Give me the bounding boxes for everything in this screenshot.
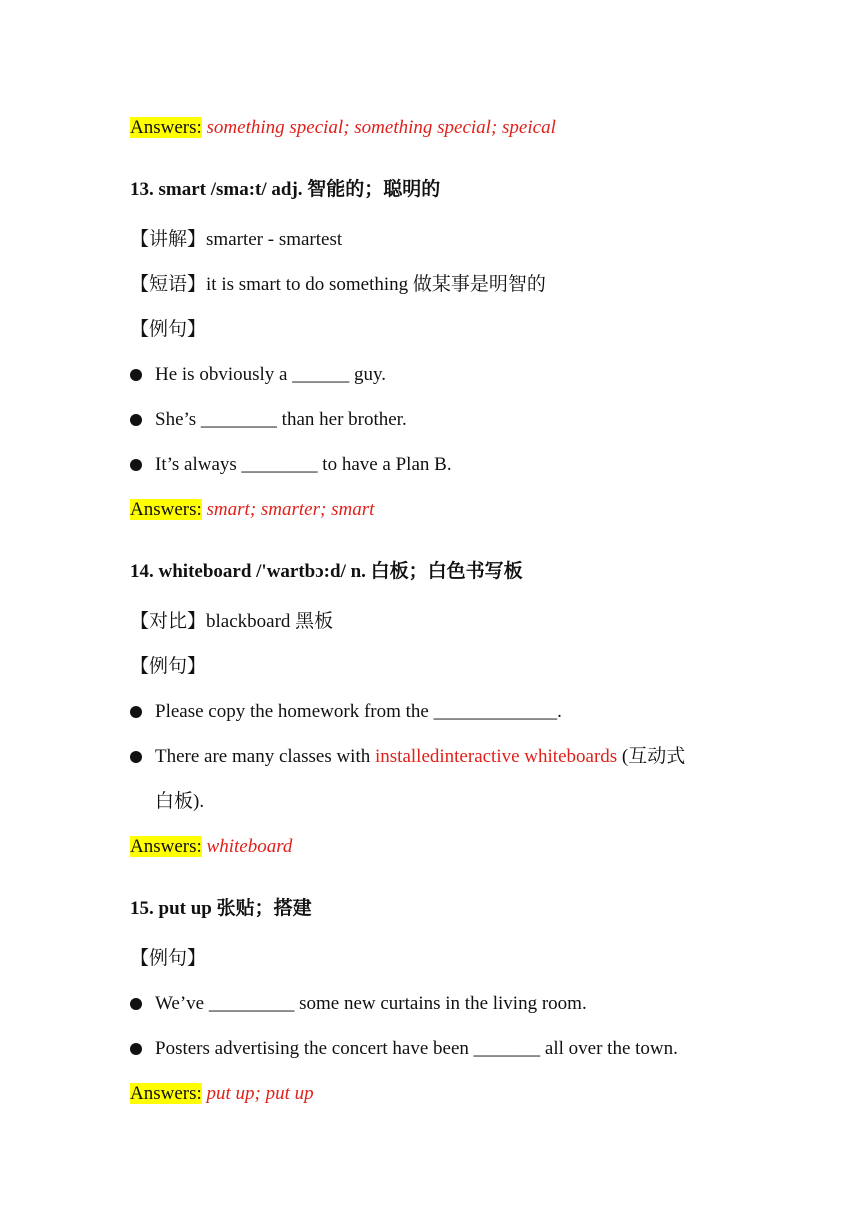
bullet-icon [130,369,142,381]
phrase-text: it is smart to do something 做某事是明智的 [206,274,546,295]
answer-text: whiteboard [206,836,293,857]
compare-text: blackboard 黑板 [206,611,334,632]
answers-label: Answers: [130,836,202,857]
section-heading-15: 15. put up 张贴；搭建 [130,898,312,919]
example-tag: 【例句】 [130,656,207,677]
bullet-icon [130,751,142,763]
example-sentence: He is obviously a ______ guy. [155,364,386,385]
bullet-icon [130,998,142,1010]
answer-line-13 [130,498,374,522]
section-heading-14: 14. whiteboard /'wartbɔ:d/ n. 白板；白色书写板 [130,561,523,582]
answers-label: Answers: [130,1083,202,1104]
answer-line-15 [130,1082,314,1106]
bullet-icon [130,459,142,471]
compare-tag: 【对比】 [130,611,207,632]
explain-tag: 【讲解】 [130,229,207,250]
example-continuation: 白板). [155,791,205,812]
example-text: (互动式 [617,746,686,767]
answer-line-12 [130,116,556,140]
example-sentence: Posters advertising the concert have been _______ all over the town. [155,1038,678,1059]
answers-label: Answers: [130,117,202,138]
example-sentence: She’s ________ than her brother. [155,409,407,430]
example-sentence: It’s always ________ to have a Plan B. [155,454,452,475]
example-sentence: We’ve _________ some new curtains in the living room. [155,993,587,1014]
compare-line [130,610,333,634]
example-sentence [155,745,685,769]
bullet-icon [130,414,142,426]
explain-text: smarter - smartest [206,229,343,250]
example-tag: 【例句】 [130,948,207,969]
phrase-tag: 【短语】 [130,274,207,295]
answer-text: something special; something special; speical [206,117,556,138]
bullet-icon [130,1043,142,1055]
answer-text: put up; put up [206,1083,314,1104]
section-heading-13: 13. smart /sma:t/ adj. 智能的；聪明的 [130,179,441,200]
explain-line [130,228,342,252]
answer-line-14 [130,835,292,859]
example-text: There are many classes with [155,746,375,767]
example-sentence: Please copy the homework from the _____________. [155,701,562,722]
phrase-line [130,273,546,297]
example-tag: 【例句】 [130,319,207,340]
answer-text: smart; smarter; smart [206,499,375,520]
bullet-icon [130,706,142,718]
highlighted-phrase: installedinteractive whiteboards [375,746,618,767]
answers-label: Answers: [130,499,202,520]
